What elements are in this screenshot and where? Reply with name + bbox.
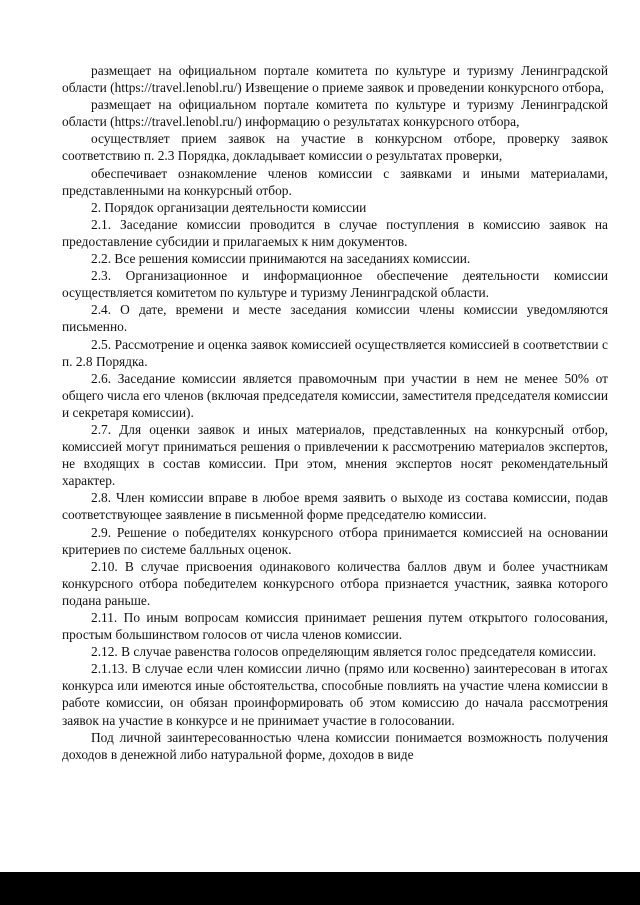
paragraph: размещает на официальном портале комитета по культуре и туризму Ленинградской области (https://travel.lenobl.ru/) информацию о результатах конкурсного отбора, xyxy=(62,97,608,130)
paragraph: 2.3. Организационное и информационное обеспечение деятельности комиссии осуществляется комитетом по культуре и туризму Ленинградской области. xyxy=(62,268,608,301)
paragraph: 2.1. Заседание комиссии проводится в случае поступления в комиссию заявок на предоставление субсидии и прилагаемых к ним документов. xyxy=(62,216,608,249)
paragraph: 2.1.13. В случае если член комиссии лично (прямо или косвенно) заинтересован в итогах конкурса или имеются иные обстоятельства, способные повлиять на участие члена комиссии в работе комиссии, он обязан проинформировать об этом комиссию до начала рассмотрения заявок на участие в конкурсе и не принимает участие в голосовании. xyxy=(62,661,608,728)
paragraph: 2.12. В случае равенства голосов определяющим является голос председателя комиссии. xyxy=(91,644,597,660)
paragraph: 2.8. Член комиссии вправе в любое время заявить о выходе из состава комиссии, подав соответствующее заявление в письменной форме председателю комиссии. xyxy=(62,490,608,523)
paragraph: 2.11. По иным вопросам комиссия принимает решения путем открытого голосования, простым большинством голосов от числа членов комиссии. xyxy=(62,610,608,643)
paragraph: осуществляет прием заявок на участие в конкурсном отборе, проверку заявок соответствию п. 2.3 Порядка, докладывает комиссии о результатах проверки, xyxy=(62,131,608,164)
paragraph: обеспечивает ознакомление членов комиссии с заявками и иными материалами, представленными на конкурсный отбор. xyxy=(62,165,608,198)
paragraph: 2.4. О дате, времени и месте заседания комиссии члены комиссии уведомляются письменно. xyxy=(62,302,608,335)
paragraph: 2.5. Рассмотрение и оценка заявок комиссией осуществляется комиссией в соответствии с п. 2.8 Порядка. xyxy=(62,336,608,369)
paragraph: 2.2. Все решения комиссии принимаются на заседаниях комиссии. xyxy=(91,251,471,267)
paragraph: 2.7. Для оценки заявок и иных материалов, представленных на конкурсный отбор, комиссией могут приниматься решения о привлечении к рассмотрению материалов экспертов, не входящих в состав комиссии. При этом, мнения экспертов носят рекомендательный характер. xyxy=(62,421,608,489)
paragraph: Под личной заинтересованностью члена комиссии понимается возможность получения доходов в денежной либо натуральной форме, доходов в виде xyxy=(62,729,608,762)
paragraph: 2.6. Заседание комиссии является правомочным при участии в нем не менее 50% от общего числа его членов (включая председателя комиссии, заместителя председателя комиссии и секретаря комиссии). xyxy=(62,370,608,420)
section-heading: 2. Порядок организации деятельности комиссии xyxy=(91,199,367,215)
paragraph: 2.9. Решение о победителях конкурсного отбора принимается комиссией на основании критериев по системе балльных оценок. xyxy=(62,524,608,557)
paragraph: размещает на официальном портале комитета по культуре и туризму Ленинградской области (https://travel.lenobl.ru/) Извещение о приеме заявок и проведении конкурсного отбора, xyxy=(62,63,608,96)
scan-bottom-edge xyxy=(0,872,640,905)
paragraph: 2.10. В случае присвоения одинакового количества баллов двум и более участникам конкурсного отбора победителем конкурсного отбора признается участник, заявка которого подана раньше. xyxy=(62,558,608,608)
document-page xyxy=(62,62,608,763)
